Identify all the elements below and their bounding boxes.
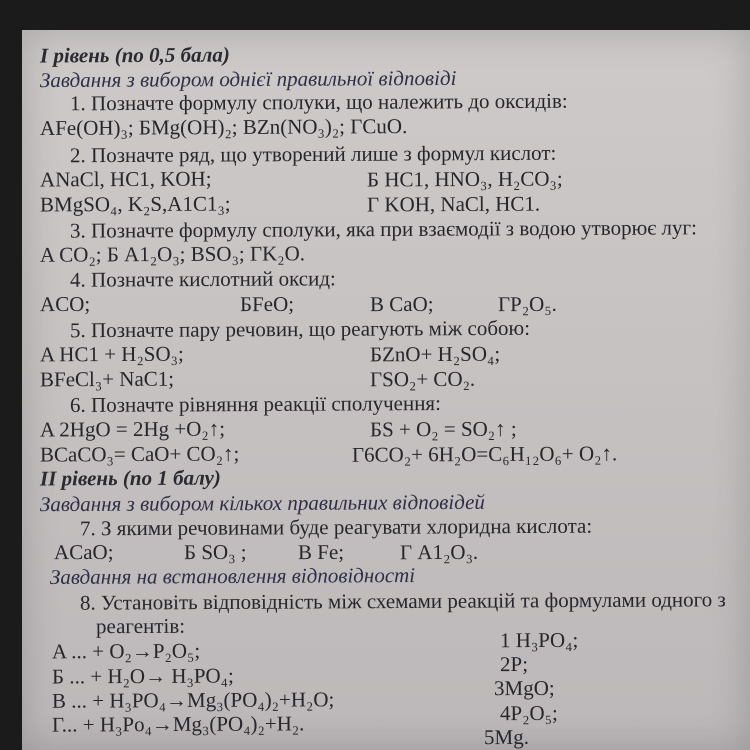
worksheet-page <box>22 30 750 750</box>
q2-option-v: BMgSO₄, K₂S,A1C1₃; <box>39 191 231 217</box>
q8-scheme-v: B ... + H₃PO₄→Mg₃(PO₄)₂+H₂O; <box>51 687 335 713</box>
q6-option-b: БS + O₂ = SO₂↑ ; <box>369 416 517 442</box>
q6-option-g: Г6CO₂+ 6H₂O=C₆H₁₂O₆+ O₂↑. <box>351 441 618 467</box>
q4-option-b: БFeO; <box>239 291 295 317</box>
q4-text: 4. Позначте кислотний оксид: <box>69 266 336 292</box>
level1-title: I рівень (по 0,5 бала) <box>39 42 230 68</box>
q7-option-v: B Fe; <box>297 539 345 565</box>
q8-scheme-a: A ... + O₂→P₂O₅; <box>51 638 201 664</box>
q8-reagent-2: 2P; <box>499 651 529 677</box>
q8-reagent-3: 3MgO; <box>493 675 555 701</box>
q8-scheme-g: Г... + H₃Po₄→Mg₃(PO₄)₂+H₂. <box>51 711 305 737</box>
q5-option-v: BFeCl₃+ NaC1; <box>39 366 175 392</box>
q8-reagent-4: 4P₂O₅; <box>499 700 558 726</box>
q3-text: 3. Позначте формулу сполуки, яка при взаємодії з водою утворює луг: <box>69 215 697 243</box>
q6-option-a: A 2HgO = 2Hg +O₂↑; <box>39 416 226 442</box>
q4-option-v: B CaO; <box>369 291 434 317</box>
q8-reagent-1: 1 H₃PO₄; <box>499 627 579 653</box>
q5-option-g: ГSO₂+ CO₂. <box>369 366 476 392</box>
level2-title: II рівень (по 1 балу) <box>39 465 221 491</box>
q8-reagent-5: 5Mg. <box>483 724 529 750</box>
q6-option-v: BCaCO₃= CaO+ CO₂↑; <box>39 441 240 467</box>
q3-options: A CO₂; Б A1₂O₃; BSO₃; ГK₂O. <box>39 241 306 267</box>
q8-scheme-b: Б ... + H₂O→ H₃PO₄; <box>51 663 234 689</box>
level2-subtitle: Завдання з вибором кількох правильних відповідей <box>39 489 485 517</box>
q7-option-b: Б SO₃ ; <box>183 539 247 565</box>
q2-option-g: Г KOH, NaCl, HC1. <box>366 191 541 217</box>
q4-option-g: ГP₂O₅. <box>497 291 557 317</box>
q7-text: 7. З якими речовинами буде реагувати хлоридна кислота: <box>79 513 593 541</box>
q8-text: 8. Установіть відповідність між схемами реакцій та формулами одного з <box>79 587 726 615</box>
matching-task-title: Завдання на встановлення відповідності <box>49 563 416 589</box>
q6-text: 6. Позначте рівняння реакції сполучення: <box>69 391 441 417</box>
q2-text: 2. Позначте ряд, що утворений лише з формул кислот: <box>69 140 557 168</box>
q8-text-continued: реагентів: <box>95 613 186 639</box>
q2-option-a: ANaCl, HC1, KOH; <box>39 166 212 192</box>
q2-option-b: Б HC1, HNO₃, H₂CO₃; <box>366 166 563 192</box>
q5-option-b: БZnO+ H₂SO₄; <box>369 341 501 367</box>
q1-text: 1. Позначте формулу сполуки, що належить до оксидів: <box>69 88 568 116</box>
q7-option-g: Г A1₂O₃. <box>399 539 479 565</box>
q7-option-a: ACaO; <box>53 539 114 565</box>
q5-option-a: A HC1 + H₂SO₃; <box>39 341 184 367</box>
q5-text: 5. Позначте пару речовин, що реагують між собою: <box>69 315 531 343</box>
level1-subtitle: Завдання з вибором однієї правильної відповіді <box>39 65 457 93</box>
q4-option-a: ACO; <box>39 291 91 317</box>
q1-options: AFe(OH)₃; БMg(OH)₂; BZn(NO₃)₂; ГCuO. <box>39 114 408 140</box>
